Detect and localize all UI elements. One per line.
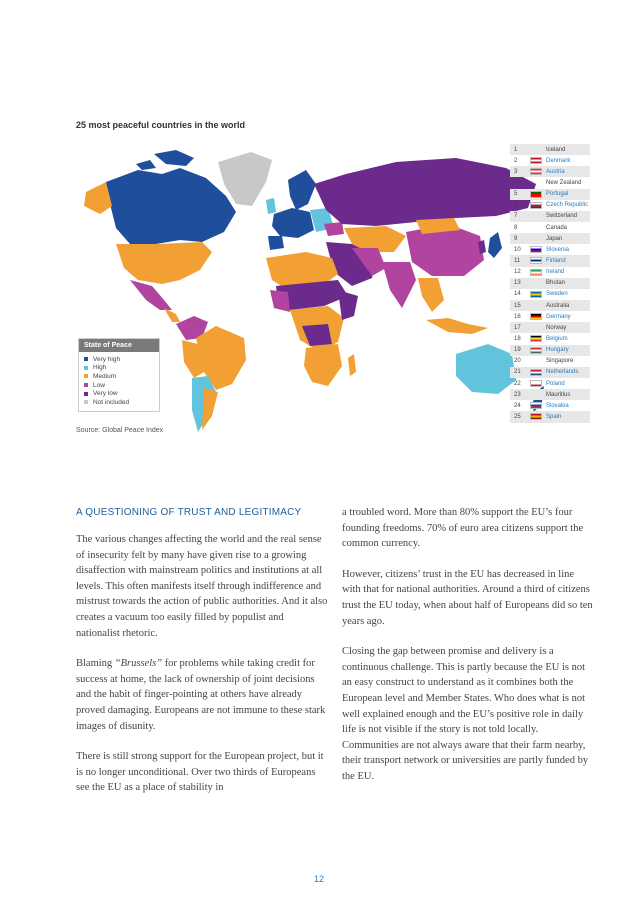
ranking-row bbox=[510, 345, 590, 356]
ranking-row bbox=[510, 233, 590, 244]
rank-number: 1 bbox=[514, 146, 518, 153]
flag-icon bbox=[531, 336, 541, 341]
article-column-right bbox=[342, 506, 594, 800]
rank-number: 5 bbox=[514, 191, 518, 198]
rank-number: 8 bbox=[514, 224, 518, 231]
flag-icon bbox=[531, 203, 541, 208]
rank-number: 3 bbox=[514, 168, 518, 175]
quoted-term: “Brussels” bbox=[114, 658, 163, 670]
legend-title: State of Peace bbox=[79, 339, 159, 352]
map-region-usa bbox=[116, 242, 212, 284]
paragraph: There is still strong support for the European project, but it is no longer unconditional. Over two thirds of Europeans see the EU as a place of stability in bbox=[76, 751, 324, 794]
figure-title: 25 most peaceful countries in the world bbox=[76, 120, 246, 130]
map-region-western-europe bbox=[272, 208, 314, 238]
flag-icon bbox=[531, 258, 541, 263]
ranking-row bbox=[510, 378, 590, 389]
ranking-row bbox=[510, 189, 590, 200]
map-legend bbox=[78, 338, 160, 412]
country-name: Hungary bbox=[546, 347, 569, 354]
flag-icon bbox=[531, 381, 541, 386]
legend-label: Not included bbox=[93, 398, 130, 406]
country-name: Iceland bbox=[546, 146, 566, 153]
ranking-row bbox=[510, 267, 590, 278]
flag-icon bbox=[531, 158, 541, 163]
rank-number: 12 bbox=[514, 269, 521, 276]
country-name: Netherlands bbox=[546, 369, 579, 376]
rank-number: 7 bbox=[514, 213, 518, 220]
legend-item bbox=[84, 355, 159, 364]
flag-icon bbox=[531, 370, 541, 375]
ranking-row bbox=[510, 356, 590, 367]
country-name: Belgium bbox=[546, 335, 568, 342]
ranking-row bbox=[510, 411, 590, 422]
rank-number: 19 bbox=[514, 347, 521, 354]
flag-icon bbox=[531, 214, 541, 219]
rank-number: 10 bbox=[514, 246, 521, 253]
flag-icon bbox=[531, 403, 541, 408]
legend-item bbox=[84, 398, 159, 407]
ranking-row bbox=[510, 322, 590, 333]
country-name: Spain bbox=[546, 413, 562, 420]
flag-icon bbox=[531, 325, 541, 330]
legend-list bbox=[79, 355, 159, 407]
flag-icon bbox=[531, 281, 541, 286]
country-name: New Zealand bbox=[546, 179, 582, 186]
rank-number: 9 bbox=[514, 235, 518, 242]
rank-number: 4 bbox=[514, 179, 518, 186]
ranking-row bbox=[510, 255, 590, 266]
rank-number: 14 bbox=[514, 291, 521, 298]
ranking-row bbox=[510, 400, 590, 411]
rank-number: 6 bbox=[514, 202, 518, 209]
paragraph: The various changes affecting the world and the real sense of insecurity felt by many have given rise to a growing disaffection with mainstream politics and institutions at all levels. This often manifests itself through indifference and mistrust towards the action of public authorities. And it also creates a vacuum too easily filled by populist and nationalist rhetoric. bbox=[76, 534, 328, 639]
ranking-row bbox=[510, 177, 590, 188]
paragraph: However, citizens’ trust in the EU has decreased in line with that for national authorities. Around a third of citizens trust the EU today, when about half of Europeans did so ten years ago. bbox=[342, 568, 593, 627]
flag-icon bbox=[531, 303, 541, 308]
country-name: Czech Republic bbox=[546, 202, 589, 209]
legend-label: Medium bbox=[93, 372, 117, 380]
map-region-uk bbox=[266, 198, 276, 214]
map-region-canada bbox=[106, 168, 236, 244]
country-name: Singapore bbox=[546, 358, 574, 365]
country-name: Switzerland bbox=[546, 213, 578, 220]
flag-icon bbox=[531, 180, 541, 185]
country-name: Ireland bbox=[546, 269, 565, 276]
map-region-russia bbox=[314, 158, 536, 226]
ranking-row bbox=[510, 311, 590, 322]
ranking-row bbox=[510, 389, 590, 400]
country-name: Australia bbox=[546, 302, 570, 309]
rank-number: 18 bbox=[514, 335, 521, 342]
legend-swatch bbox=[84, 366, 88, 370]
rank-number: 23 bbox=[514, 391, 521, 398]
rank-number: 25 bbox=[514, 413, 521, 420]
map-region-china bbox=[406, 224, 484, 276]
legend-item bbox=[84, 389, 159, 398]
country-name: Japan bbox=[546, 235, 563, 242]
ranking-row bbox=[510, 300, 590, 311]
ranking-table bbox=[510, 144, 590, 423]
rank-number: 11 bbox=[514, 257, 521, 264]
map-region-central-america bbox=[164, 308, 180, 322]
map-region-mexico bbox=[130, 280, 172, 310]
paragraph-text: Blaming bbox=[76, 658, 115, 670]
ranking-row bbox=[510, 244, 590, 255]
ranking-row bbox=[510, 155, 590, 166]
map-region-madagascar bbox=[348, 354, 356, 376]
rank-number: 24 bbox=[514, 402, 521, 409]
legend-label: Very low bbox=[93, 390, 118, 398]
ranking-row bbox=[510, 144, 590, 155]
country-name: Slovakia bbox=[546, 402, 569, 409]
paragraph: a troubled word. More than 80% support the EU’s four founding freedoms. 70% of euro area citizens support the common currency. bbox=[342, 507, 584, 550]
map-region-east-africa bbox=[338, 290, 358, 320]
paragraph-text: for problems while taking credit for success at home, the lack of ownership of joint decisions and the habit of finger-pointing at others have already proved damaging. Europeans are not immune to these stark images of disunity. bbox=[76, 658, 326, 732]
flag-icon bbox=[531, 270, 541, 275]
legend-label: High bbox=[93, 364, 107, 372]
map-region-japan bbox=[488, 232, 502, 258]
country-name: Germany bbox=[546, 313, 571, 320]
ranking-row bbox=[510, 166, 590, 177]
country-name: Mauritius bbox=[546, 391, 571, 398]
flag-icon bbox=[531, 192, 541, 197]
country-name: Finland bbox=[546, 257, 566, 264]
ranking-row bbox=[510, 222, 590, 233]
country-name: Sweden bbox=[546, 291, 568, 298]
country-name: Slovenia bbox=[546, 246, 570, 253]
country-name: Canada bbox=[546, 224, 568, 231]
flag-icon bbox=[531, 392, 541, 397]
flag-icon bbox=[531, 236, 541, 241]
flag-icon bbox=[531, 247, 541, 252]
ranking-row bbox=[510, 200, 590, 211]
rank-number: 2 bbox=[514, 157, 518, 164]
map-region-indonesia bbox=[426, 318, 488, 334]
map-region-scandinavia bbox=[288, 170, 316, 210]
rank-number: 15 bbox=[514, 302, 521, 309]
map-region-ukraine bbox=[324, 222, 344, 236]
legend-item bbox=[84, 372, 159, 381]
country-name: Norway bbox=[546, 324, 567, 331]
flag-icon bbox=[531, 225, 541, 230]
country-name: Portugal bbox=[546, 191, 569, 198]
paragraph: Closing the gap between promise and delivery is a continuous challenge. This is partly because the EU is not an easy construct to understand as it combines both the European level and Member States. Who does what is not well explained enough and the EU’s positive role in daily life is not visible if the story is not told locally. Communities are not always aware that their farm nearby, their transport network or universities are partly funded by the EU. bbox=[342, 646, 589, 782]
flag-icon bbox=[531, 147, 541, 152]
legend-swatch bbox=[84, 400, 88, 404]
legend-swatch bbox=[84, 392, 88, 396]
legend-swatch bbox=[84, 374, 88, 378]
rank-number: 22 bbox=[514, 380, 521, 387]
country-name: Austria bbox=[546, 168, 565, 175]
legend-swatch bbox=[84, 383, 88, 387]
flag-icon bbox=[531, 292, 541, 297]
legend-item bbox=[84, 364, 159, 373]
page-number: 12 bbox=[313, 874, 324, 884]
flag-icon bbox=[531, 314, 541, 319]
rank-number: 13 bbox=[514, 280, 521, 287]
ranking-row bbox=[510, 289, 590, 300]
ranking-row bbox=[510, 367, 590, 378]
map-region-arctic-islands bbox=[136, 150, 194, 170]
country-name: Bhutan bbox=[546, 280, 566, 287]
flag-icon bbox=[531, 414, 541, 419]
country-name: Denmark bbox=[546, 157, 571, 164]
legend-item bbox=[84, 381, 159, 390]
legend-label: Very high bbox=[93, 355, 121, 363]
legend-label: Low bbox=[93, 381, 105, 389]
map-region-southern-africa bbox=[304, 344, 342, 386]
map-region-southeast-asia bbox=[418, 278, 444, 312]
paragraph bbox=[76, 656, 328, 734]
rank-number: 17 bbox=[514, 324, 521, 331]
figure-source: Source: Global Peace Index bbox=[76, 427, 164, 434]
ranking-row bbox=[510, 278, 590, 289]
country-name: Poland bbox=[546, 380, 565, 387]
legend-swatch bbox=[84, 357, 88, 361]
map-region-australia bbox=[456, 344, 516, 394]
flag-icon bbox=[531, 359, 541, 364]
map-region-iberia bbox=[268, 236, 284, 250]
section-heading: A QUESTIONING OF TRUST AND LEGITIMACY bbox=[76, 507, 302, 518]
flag-icon bbox=[531, 348, 541, 353]
ranking-row bbox=[510, 211, 590, 222]
rank-number: 21 bbox=[514, 369, 521, 376]
ranking-row bbox=[510, 333, 590, 344]
map-region-argentina bbox=[202, 388, 218, 430]
rank-number: 16 bbox=[514, 313, 521, 320]
map-region-india bbox=[382, 262, 416, 308]
article-column-left bbox=[76, 506, 328, 811]
map-region-west-africa bbox=[270, 290, 290, 312]
flag-icon bbox=[531, 169, 541, 174]
rank-number: 20 bbox=[514, 358, 521, 365]
